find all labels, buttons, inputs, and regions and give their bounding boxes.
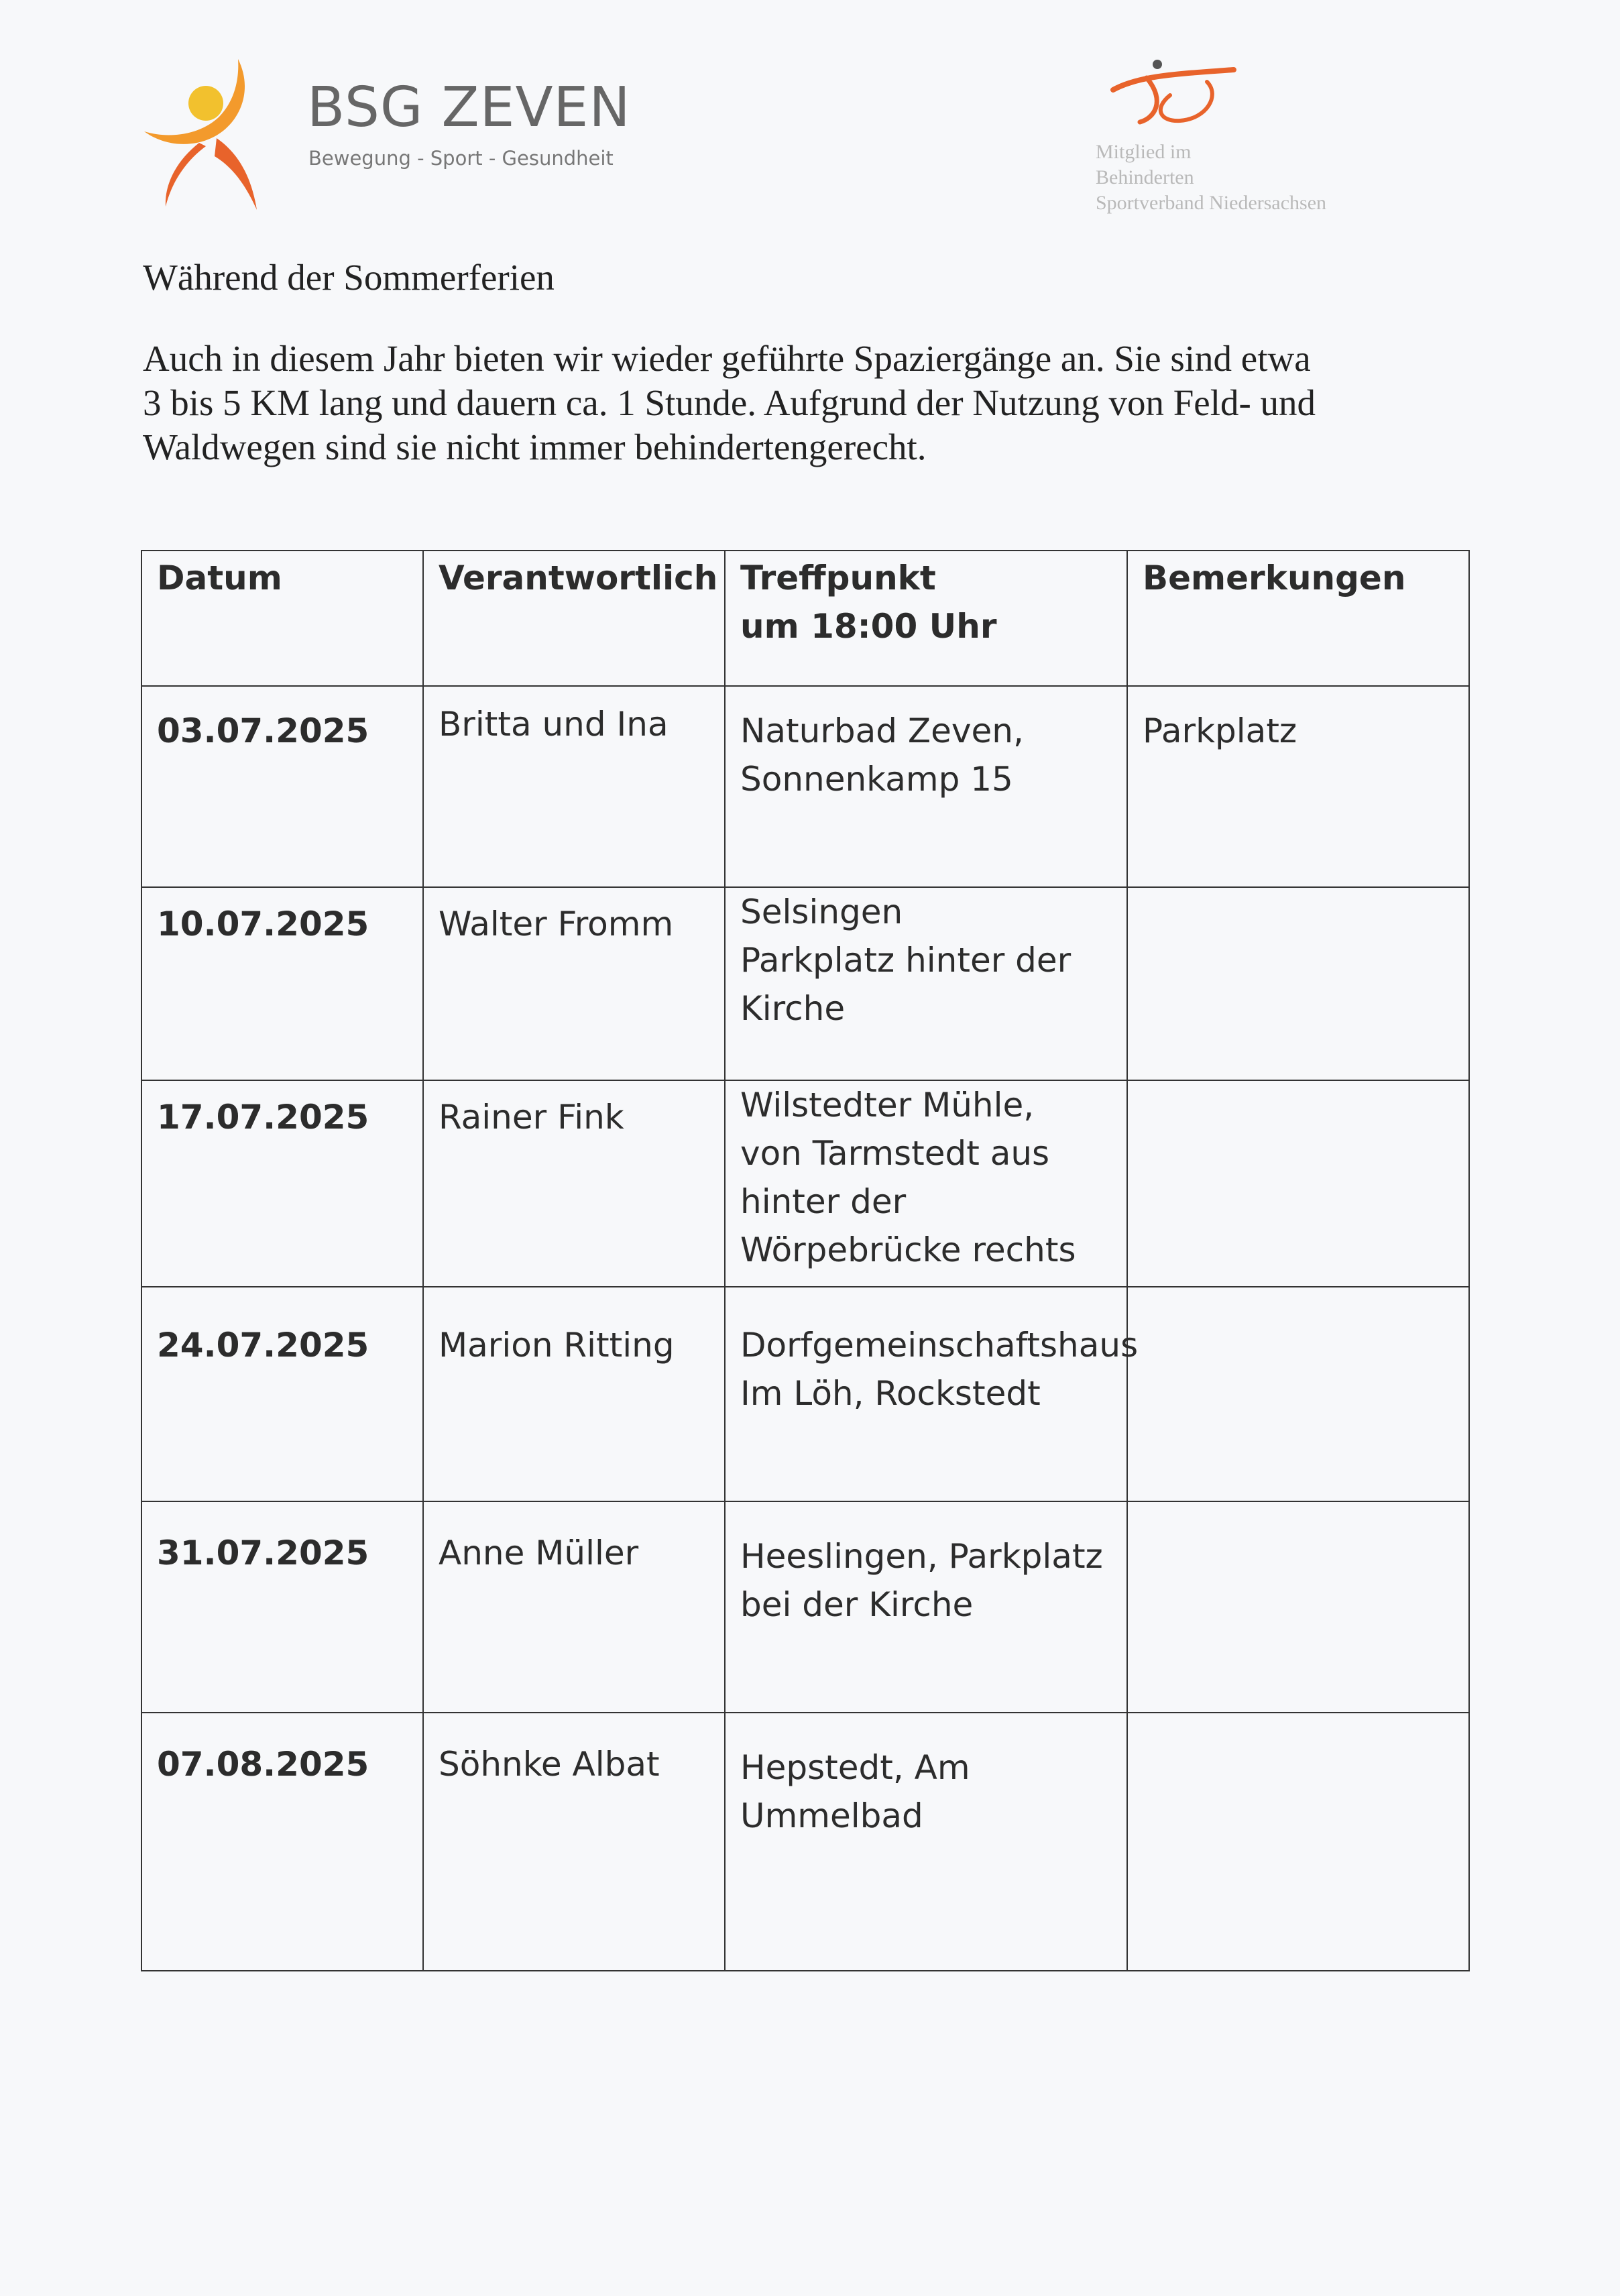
- meeting-point-line: Heeslingen, Parkplatz: [740, 1537, 1103, 1576]
- row-responsible: Britta und Ina: [423, 686, 725, 887]
- row-responsible: Marion Ritting: [423, 1287, 725, 1501]
- meeting-point-line: Naturbad Zeven,: [740, 711, 1024, 750]
- row-responsible: Söhnke Albat: [423, 1713, 725, 1971]
- table-row: [141, 1713, 1469, 1971]
- header-treffpunkt-line: Treffpunkt: [740, 559, 936, 597]
- intro-paragraph: [143, 337, 1457, 469]
- meeting-point-line: Sonnenkamp 15: [740, 760, 1013, 799]
- header-treffpunkt: [725, 551, 1127, 686]
- table-header-row: [141, 551, 1469, 686]
- row-responsible: Anne Müller: [423, 1501, 725, 1713]
- row-responsible: Rainer Fink: [423, 1080, 725, 1287]
- meeting-point-line: Dorfgemeinschaftshaus: [740, 1326, 1139, 1365]
- table-row: [141, 1080, 1469, 1287]
- walk-schedule-table: [141, 550, 1470, 1971]
- row-date: 03.07.2025: [141, 686, 423, 887]
- row-meeting-point: [725, 1713, 1127, 1971]
- brand-subtitle: Bewegung - Sport - Gesundheit: [308, 147, 614, 170]
- meeting-point-line: Ummelbad: [740, 1796, 923, 1835]
- member-line: Sportverband Niedersachsen: [1096, 192, 1327, 214]
- table-row: [141, 1287, 1469, 1501]
- bsn-figure-logo-icon: [1106, 55, 1240, 135]
- meeting-point-line: von Tarmstedt aus: [740, 1134, 1050, 1173]
- row-meeting-point: [725, 1501, 1127, 1713]
- meeting-point-line: Wilstedter Mühle,: [740, 1086, 1035, 1125]
- member-line: Mitglied im: [1096, 141, 1192, 163]
- row-date: 17.07.2025: [141, 1080, 423, 1287]
- meeting-point-line: Hepstedt, Am: [740, 1748, 970, 1787]
- meeting-point-line: bei der Kirche: [740, 1585, 974, 1624]
- bsg-figure-logo-icon: [137, 52, 298, 213]
- row-meeting-point: [725, 887, 1127, 1080]
- meeting-point-line: Im Löh, Rockstedt: [740, 1374, 1041, 1413]
- row-date: 07.08.2025: [141, 1713, 423, 1971]
- row-remarks: [1127, 887, 1469, 1080]
- row-date: 10.07.2025: [141, 887, 423, 1080]
- brand-title: BSG ZEVEN: [307, 76, 631, 139]
- header-verantwortlich: Verantwortlich: [423, 551, 725, 686]
- row-meeting-point: [725, 686, 1127, 887]
- row-meeting-point: [725, 1287, 1139, 1501]
- row-remarks: Parkplatz: [1127, 686, 1469, 887]
- header-datum: Datum: [141, 551, 423, 686]
- meeting-point-line: Parkplatz hinter der: [740, 941, 1072, 980]
- row-remarks: [1127, 1501, 1469, 1713]
- intro-line: Auch in diesem Jahr bieten wir wieder geführte Spaziergänge an. Sie sind etwa: [143, 338, 1311, 379]
- intro-line: Waldwegen sind sie nicht immer behindertengerecht.: [143, 426, 927, 467]
- table-row: [141, 1501, 1469, 1713]
- header-bemerkungen: Bemerkungen: [1127, 551, 1469, 686]
- row-date: 24.07.2025: [141, 1287, 423, 1501]
- row-remarks: [1127, 1287, 1469, 1501]
- row-responsible: Walter Fromm: [423, 887, 725, 1080]
- meeting-point-line: Selsingen: [740, 893, 903, 931]
- page-heading: Während der Sommerferien: [143, 257, 555, 298]
- table-row: [141, 686, 1469, 887]
- row-remarks: [1127, 1713, 1469, 1971]
- row-date: 31.07.2025: [141, 1501, 423, 1713]
- header-treffpunkt-time: um 18:00 Uhr: [740, 607, 997, 646]
- meeting-point-line: Wörpebrücke rechts: [740, 1230, 1076, 1269]
- meeting-point-line: hinter der: [740, 1182, 907, 1221]
- intro-line: 3 bis 5 KM lang und dauern ca. 1 Stunde. Aufgrund der Nutzung von Feld- und: [143, 382, 1316, 423]
- row-meeting-point: [725, 1080, 1127, 1287]
- meeting-point-line: Kirche: [740, 989, 846, 1028]
- member-notice: [1096, 139, 1326, 216]
- table-row: [141, 887, 1469, 1080]
- member-line: Behinderten: [1096, 166, 1194, 188]
- row-remarks: [1127, 1080, 1469, 1287]
